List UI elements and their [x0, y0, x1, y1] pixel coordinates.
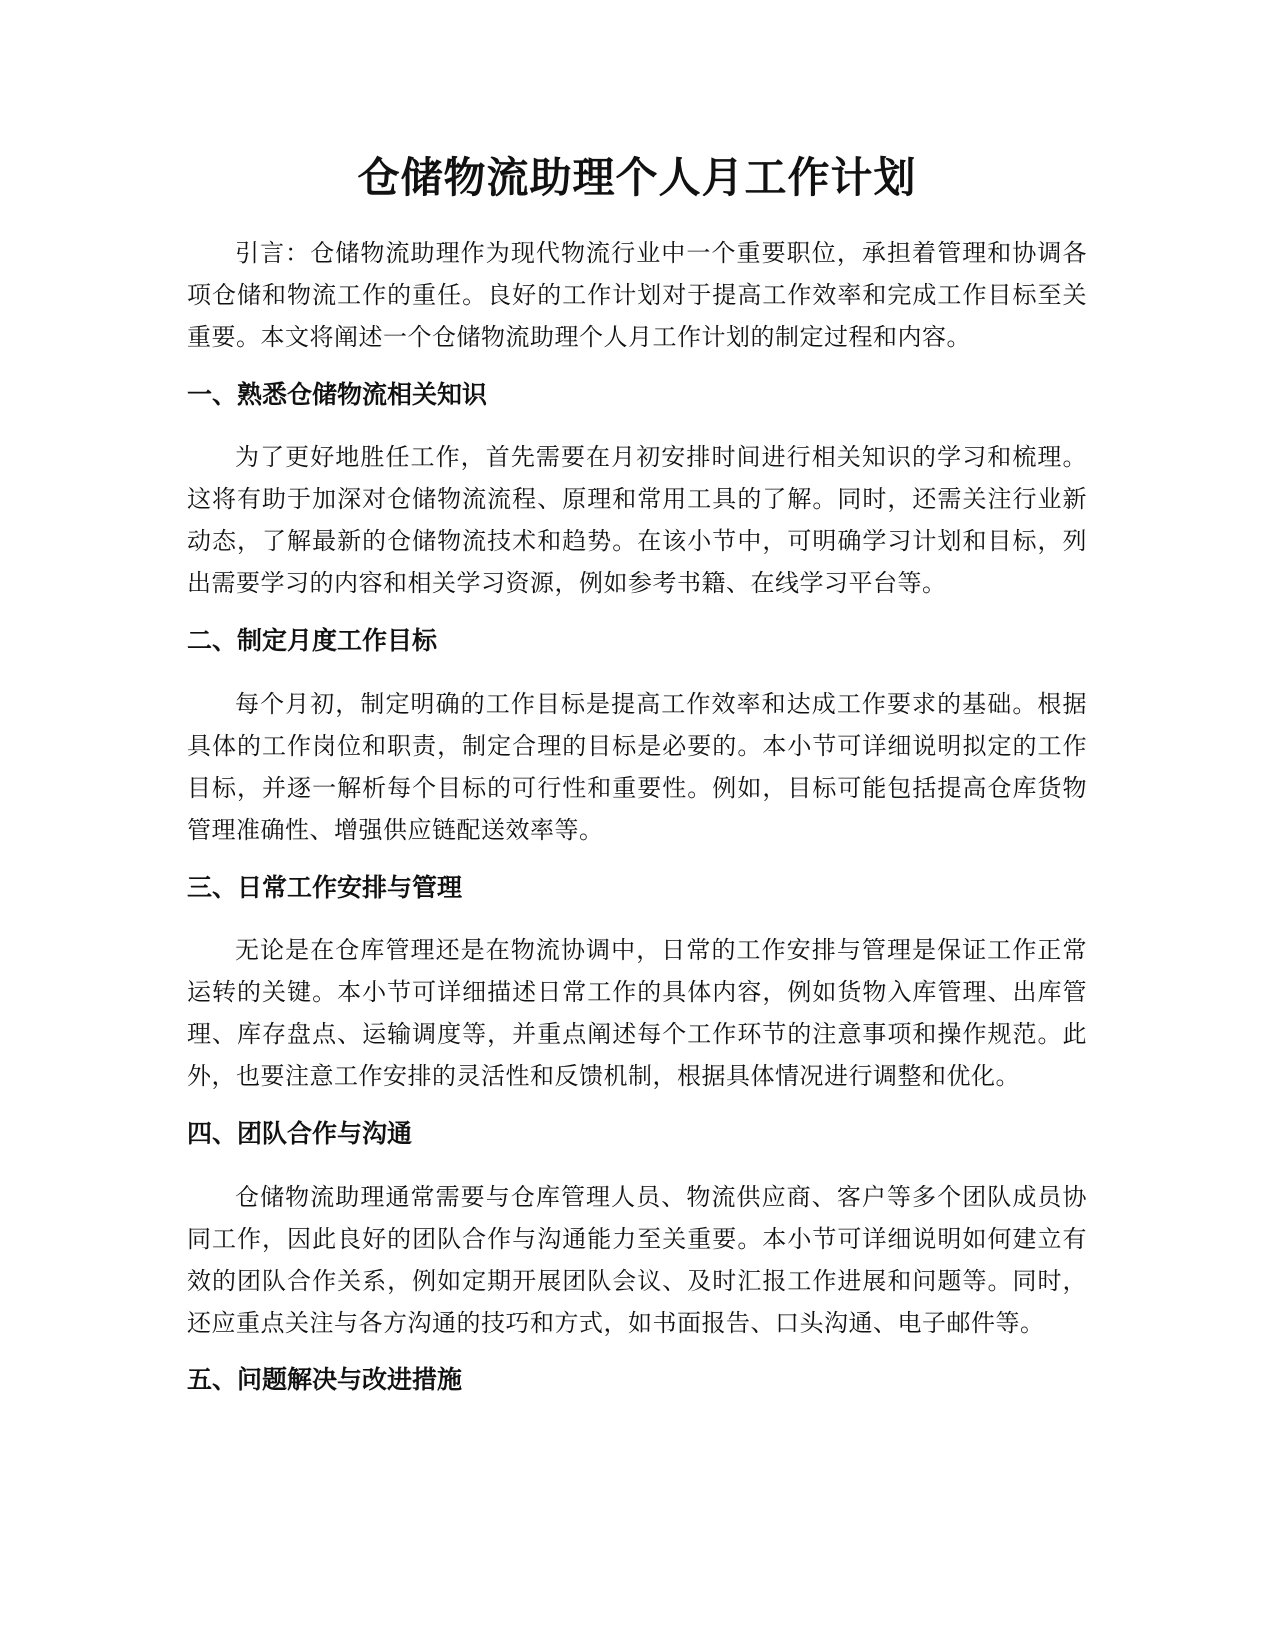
section-4-body: 仓储物流助理通常需要与仓库管理人员、物流供应商、客户等多个团队成员协同工作，因此良好的团队合作与沟通能力至关重要。本小节可详细说明如何建立有效的团队合作关系，例如定期开展团队会议、及时汇报工作进展和问题等。同时，还应重点关注与各方沟通的技巧和方式，如书面报告、口头沟通、电子邮件等。 — [187, 1183, 1087, 1337]
document-title: 仓储物流助理个人月工作计划 — [357, 153, 917, 202]
section-5-heading: 五、问题解决与改进措施 — [187, 1365, 463, 1394]
intro-paragraph: 引言：仓储物流助理作为现代物流行业中一个重要职位，承担着管理和协调各项仓储和物流工作的重任。良好的工作计划对于提高工作效率和完成工作目标至关重要。本文将阐述一个仓储物流助理个人月工作计划的制定过程和内容。 — [187, 239, 1087, 351]
section-3-heading: 三、日常工作安排与管理 — [187, 873, 463, 902]
section-2-body: 每个月初，制定明确的工作目标是提高工作效率和达成工作要求的基础。根据具体的工作岗位和职责，制定合理的目标是必要的。本小节可详细说明拟定的工作目标，并逐一解析每个目标的可行性和重要性。例如，目标可能包括提高仓库货物管理准确性、增强供应链配送效率等。 — [187, 690, 1087, 844]
section-1-body: 为了更好地胜任工作，首先需要在月初安排时间进行相关知识的学习和梳理。这将有助于加深对仓储物流流程、原理和常用工具的了解。同时，还需关注行业新动态，了解最新的仓储物流技术和趋势。在该小节中，可明确学习计划和目标，列出需要学习的内容和相关学习资源，例如参考书籍、在线学习平台等。 — [187, 443, 1087, 597]
section-4-heading: 四、团队合作与沟通 — [187, 1119, 413, 1148]
section-3-body: 无论是在仓库管理还是在物流协调中，日常的工作安排与管理是保证工作正常运转的关键。本小节可详细描述日常工作的具体内容，例如货物入库管理、出库管理、库存盘点、运输调度等，并重点阐述每个工作环节的注意事项和操作规范。此外，也要注意工作安排的灵活性和反馈机制，根据具体情况进行调整和优化。 — [187, 936, 1087, 1090]
section-2-heading: 二、制定月度工作目标 — [187, 626, 438, 655]
section-1-heading: 一、熟悉仓储物流相关知识 — [187, 380, 488, 409]
